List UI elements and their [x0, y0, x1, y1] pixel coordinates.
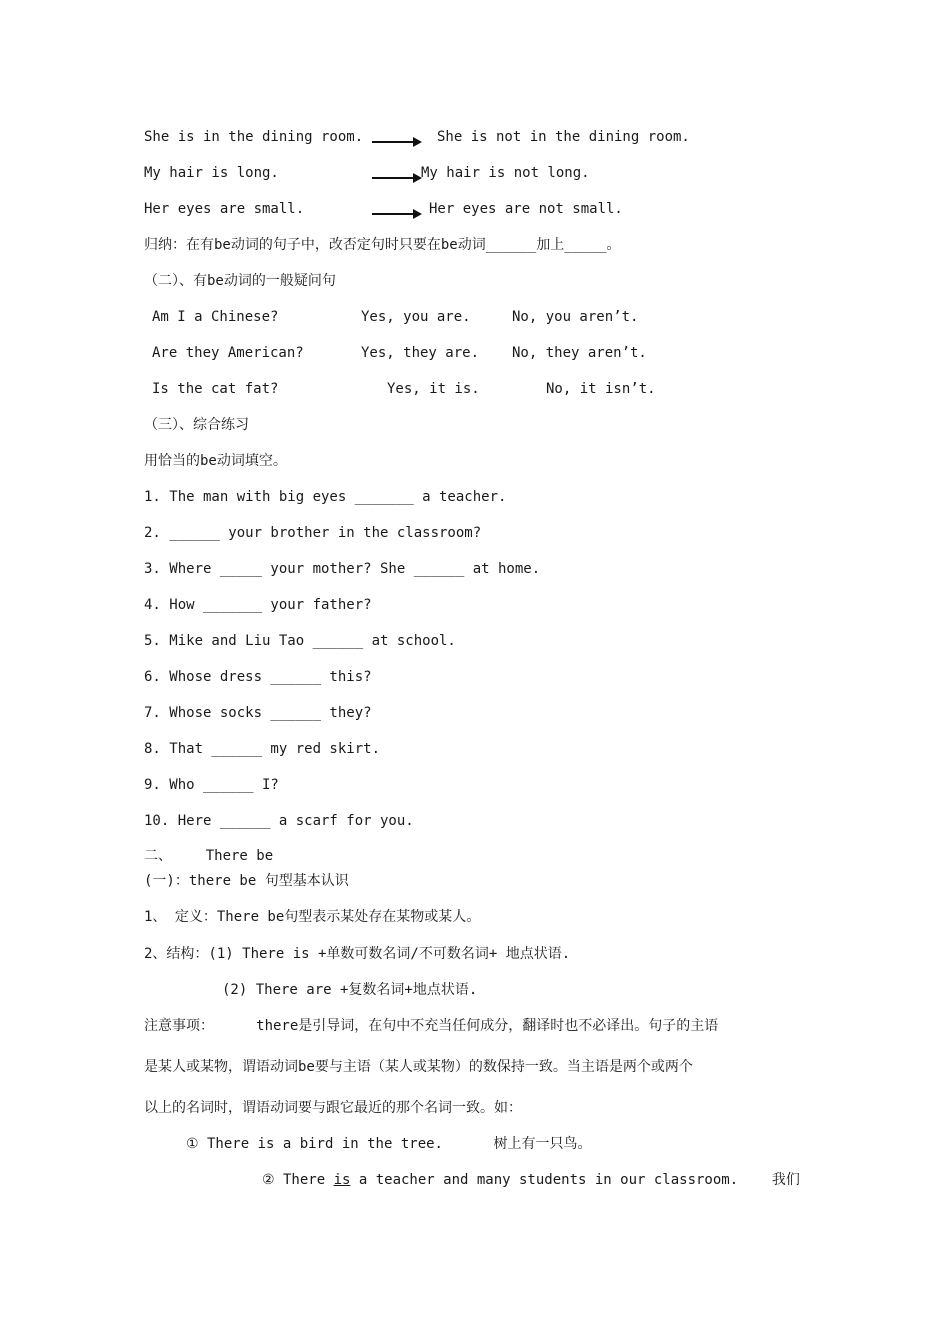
arrow-icon [372, 177, 420, 179]
instruction: 用恰当的be动词填空。 [144, 453, 287, 469]
positive-sentence: Her eyes are small. [144, 201, 305, 217]
definition: 1、 定义：There be句型表示某处存在某物或某人。 [144, 909, 481, 925]
section-title: （三）、综合练习 [144, 417, 249, 433]
exercise-item: 8. That ______ my red skirt. [144, 741, 381, 757]
question: Are they American? [152, 345, 304, 361]
answer-no: No, you aren’t. [512, 309, 639, 325]
notes-line: 注意事项： there是引导词，在句中不充当任何成分，翻译时也不必译出。句子的主语 [144, 1018, 719, 1034]
exercise-item: 1. The man with big eyes _______ a teacher. [144, 489, 507, 505]
exercise-item: 6. Whose dress ______ this? [144, 669, 372, 685]
question: Am I a Chinese? [152, 309, 279, 325]
notes-line: 是某人或某物，谓语动词be要与主语（某人或某物）的数保持一致。当主语是两个或两个 [144, 1059, 693, 1075]
negative-sentence: Her eyes are not small. [429, 201, 623, 217]
exercise-item: 5. Mike and Liu Tao ______ at school. [144, 633, 456, 649]
answer-no: No, they aren’t. [512, 345, 647, 361]
example-text: a teacher and many students in our classroom. 我们 [350, 1172, 800, 1188]
positive-sentence: My hair is long. [144, 165, 279, 181]
exercise-item: 3. Where _____ your mother? She ______ at home. [144, 561, 541, 577]
answer-yes: Yes, they are. [361, 345, 480, 361]
exercise-item: 10. Here ______ a scarf for you. [144, 813, 414, 829]
exercise-item: 7. Whose socks ______ they? [144, 705, 372, 721]
answer-yes: Yes, you are. [361, 309, 471, 325]
negative-sentence: She is not in the dining room. [437, 129, 690, 145]
structure-line: (2) There are +复数名词+地点状语. [222, 982, 478, 998]
negative-sentence: My hair is not long. [421, 165, 590, 181]
part-heading: 二、 There be [144, 848, 274, 864]
exercise-item: 4. How _______ your father? [144, 597, 372, 613]
summary-text: 归纳：在有be动词的句子中，改否定句时只要在be动词______加上_____。 [144, 237, 621, 253]
exercise-item: 2. ______ your brother in the classroom? [144, 525, 482, 541]
answer-no: No, it isn’t. [546, 381, 656, 397]
arrow-icon [372, 213, 420, 215]
example-sentence [262, 1170, 800, 1190]
example-text: ② There [262, 1172, 334, 1188]
answer-yes: Yes, it is. [387, 381, 480, 397]
example-sentence: ① There is a bird in the tree. 树上有一只鸟。 [186, 1136, 592, 1152]
section-title: （二）、有be动词的一般疑问句 [144, 273, 336, 289]
positive-sentence: She is in the dining room. [144, 129, 364, 145]
notes-line: 以上的名词时，谓语动词要与跟它最近的那个名词一致。如： [144, 1100, 522, 1116]
subsection-title: (一)：there be 句型基本认识 [144, 873, 349, 889]
question: Is the cat fat? [152, 381, 279, 397]
exercise-item: 9. Who ______ I? [144, 777, 279, 793]
arrow-icon [372, 141, 420, 143]
structure-line: 2、结构：(1) There is +单数可数名词/不可数名词+ 地点状语. [144, 946, 571, 962]
underlined-verb: is [333, 1172, 351, 1188]
